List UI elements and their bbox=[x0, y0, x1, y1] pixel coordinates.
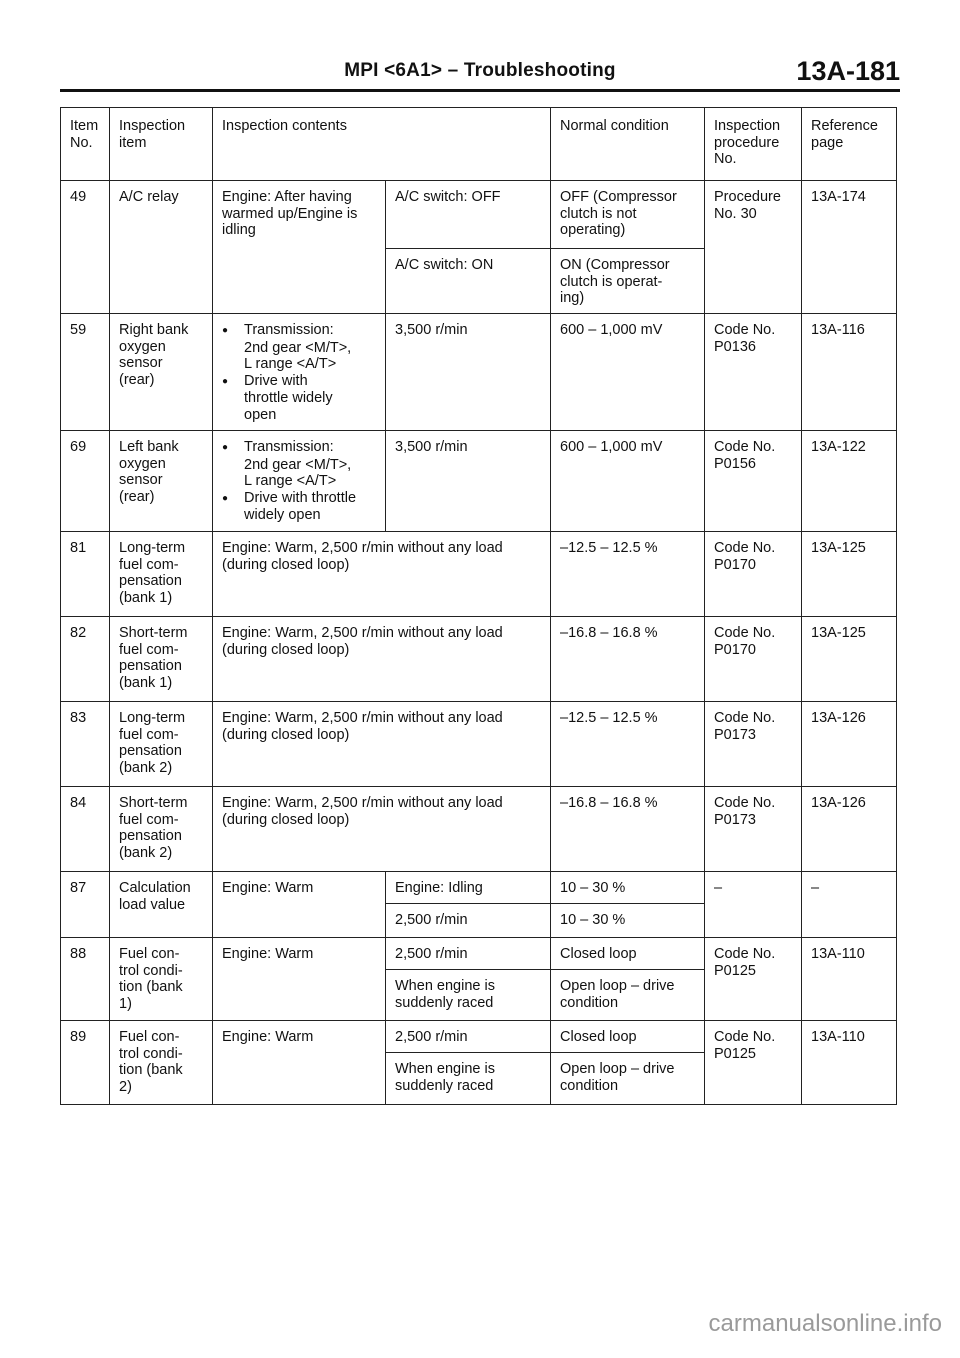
table-row bbox=[61, 787, 897, 872]
normal-condition: Closed loop bbox=[551, 1021, 705, 1053]
inspection-procedure: Code No. P0156 bbox=[705, 431, 802, 532]
inspection-procedure: Procedure No. 30 bbox=[705, 181, 802, 314]
watermark: carmanualsonline.info bbox=[708, 1310, 942, 1337]
header-rule bbox=[60, 89, 900, 92]
reference-page: 13A-126 bbox=[802, 702, 897, 787]
inspection-subcondition: A/C switch: ON bbox=[386, 249, 551, 314]
inspection-contents: Engine: Warm, 2,500 r/min without any load (during closed loop) bbox=[213, 617, 551, 702]
item-no: 83 bbox=[61, 702, 110, 787]
inspection-subcondition: 2,500 r/min bbox=[386, 1021, 551, 1053]
inspection-procedure: Code No. P0170 bbox=[705, 617, 802, 702]
reference-page: 13A-110 bbox=[802, 938, 897, 1021]
inspection-subcondition: 3,500 r/min bbox=[386, 314, 551, 431]
inspection-procedure: Code No. P0170 bbox=[705, 532, 802, 617]
inspection-condition: Engine: Warm bbox=[213, 938, 386, 1021]
inspection-condition: Engine: After having warmed up/Engine is idling bbox=[213, 181, 386, 314]
inspection-procedure: Code No. P0173 bbox=[705, 702, 802, 787]
inspection-subcondition: When engine is suddenly raced bbox=[386, 970, 551, 1021]
table-row bbox=[61, 314, 897, 431]
normal-condition: Open loop – drive condition bbox=[551, 970, 705, 1021]
table-row bbox=[61, 1021, 897, 1053]
col-header-inspection-procedure: Inspection procedure No. bbox=[705, 108, 802, 181]
reference-page: 13A-116 bbox=[802, 314, 897, 431]
inspection-item: Fuel con- trol condi- tion (bank 1) bbox=[110, 938, 213, 1021]
item-no: 69 bbox=[61, 431, 110, 532]
inspection-item: Fuel con- trol condi- tion (bank 2) bbox=[110, 1021, 213, 1105]
col-header-item-no: Item No. bbox=[61, 108, 110, 181]
inspection-item: Long-term fuel com- pensation (bank 1) bbox=[110, 532, 213, 617]
normal-condition: –12.5 – 12.5 % bbox=[551, 702, 705, 787]
normal-condition: 600 – 1,000 mV bbox=[551, 314, 705, 431]
table-row bbox=[61, 702, 897, 787]
inspection-item: Short-term fuel com- pensation (bank 2) bbox=[110, 787, 213, 872]
normal-condition: Open loop – drive condition bbox=[551, 1053, 705, 1105]
page-title: MPI <6A1> – Troubleshooting bbox=[344, 60, 616, 81]
item-no: 59 bbox=[61, 314, 110, 431]
table-row bbox=[61, 938, 897, 970]
normal-condition: –16.8 – 16.8 % bbox=[551, 787, 705, 872]
inspection-subcondition: A/C switch: OFF bbox=[386, 181, 551, 249]
table-row bbox=[61, 181, 897, 249]
reference-page: 13A-125 bbox=[802, 532, 897, 617]
inspection-procedure: Code No. P0173 bbox=[705, 787, 802, 872]
inspection-item: Calculation load value bbox=[110, 872, 213, 938]
inspection-item: Left bank oxygen sensor (rear) bbox=[110, 431, 213, 532]
inspection-procedure: – bbox=[705, 872, 802, 938]
inspection-subcondition: Engine: Idling bbox=[386, 872, 551, 904]
inspection-contents: Engine: Warm, 2,500 r/min without any load (during closed loop) bbox=[213, 787, 551, 872]
reference-page: 13A-125 bbox=[802, 617, 897, 702]
table-row bbox=[61, 431, 897, 532]
inspection-procedure: Code No. P0125 bbox=[705, 938, 802, 1021]
item-no: 82 bbox=[61, 617, 110, 702]
item-no: 49 bbox=[61, 181, 110, 314]
inspection-item: A/C relay bbox=[110, 181, 213, 314]
col-header-inspection-contents: Inspection contents bbox=[213, 108, 551, 181]
item-no: 87 bbox=[61, 872, 110, 938]
table-row bbox=[61, 532, 897, 617]
table-header-row bbox=[61, 108, 897, 181]
reference-page: 13A-126 bbox=[802, 787, 897, 872]
inspection-subcondition: 3,500 r/min bbox=[386, 431, 551, 532]
inspection-contents: Engine: Warm, 2,500 r/min without any load (during closed loop) bbox=[213, 702, 551, 787]
inspection-table bbox=[60, 107, 897, 1105]
reference-page: 13A-122 bbox=[802, 431, 897, 532]
inspection-subcondition: When engine is suddenly raced bbox=[386, 1053, 551, 1105]
bullet-transmission: ● Transmission: 2nd gear <M/T>, L range <A/T> bbox=[222, 439, 378, 490]
bullet-drive: ● Drive with throttle widely open bbox=[222, 490, 378, 524]
normal-condition: 600 – 1,000 mV bbox=[551, 431, 705, 532]
inspection-condition bbox=[213, 431, 386, 532]
inspection-subcondition: 2,500 r/min bbox=[386, 904, 551, 938]
inspection-item: Right bank oxygen sensor (rear) bbox=[110, 314, 213, 431]
normal-condition: Closed loop bbox=[551, 938, 705, 970]
bullet-drive: ● Drive with throttle widely open bbox=[222, 373, 378, 424]
inspection-procedure: Code No. P0136 bbox=[705, 314, 802, 431]
normal-condition: –16.8 – 16.8 % bbox=[551, 617, 705, 702]
inspection-item: Short-term fuel com- pensation (bank 1) bbox=[110, 617, 213, 702]
reference-page: – bbox=[802, 872, 897, 938]
inspection-contents: Engine: Warm, 2,500 r/min without any load (during closed loop) bbox=[213, 532, 551, 617]
inspection-condition: Engine: Warm bbox=[213, 872, 386, 938]
table-row bbox=[61, 617, 897, 702]
inspection-condition bbox=[213, 314, 386, 431]
page-number: 13A-181 bbox=[796, 56, 900, 86]
item-no: 89 bbox=[61, 1021, 110, 1105]
reference-page: 13A-174 bbox=[802, 181, 897, 314]
item-no: 88 bbox=[61, 938, 110, 1021]
normal-condition: 10 – 30 % bbox=[551, 872, 705, 904]
inspection-subcondition: 2,500 r/min bbox=[386, 938, 551, 970]
inspection-procedure: Code No. P0125 bbox=[705, 1021, 802, 1105]
item-no: 81 bbox=[61, 532, 110, 617]
bullet-transmission: ● Transmission: 2nd gear <M/T>, L range <A/T> bbox=[222, 322, 378, 373]
inspection-item: Long-term fuel com- pensation (bank 2) bbox=[110, 702, 213, 787]
col-header-normal-condition: Normal condition bbox=[551, 108, 705, 181]
normal-condition: –12.5 – 12.5 % bbox=[551, 532, 705, 617]
normal-condition: 10 – 30 % bbox=[551, 904, 705, 938]
normal-condition: ON (Compressor clutch is operat- ing) bbox=[551, 249, 705, 314]
inspection-condition: Engine: Warm bbox=[213, 1021, 386, 1105]
col-header-reference-page: Reference page bbox=[802, 108, 897, 181]
item-no: 84 bbox=[61, 787, 110, 872]
page-header bbox=[60, 58, 900, 88]
col-header-inspection-item: Inspection item bbox=[110, 108, 213, 181]
reference-page: 13A-110 bbox=[802, 1021, 897, 1105]
table-row bbox=[61, 872, 897, 904]
normal-condition: OFF (Compressor clutch is not operating) bbox=[551, 181, 705, 249]
